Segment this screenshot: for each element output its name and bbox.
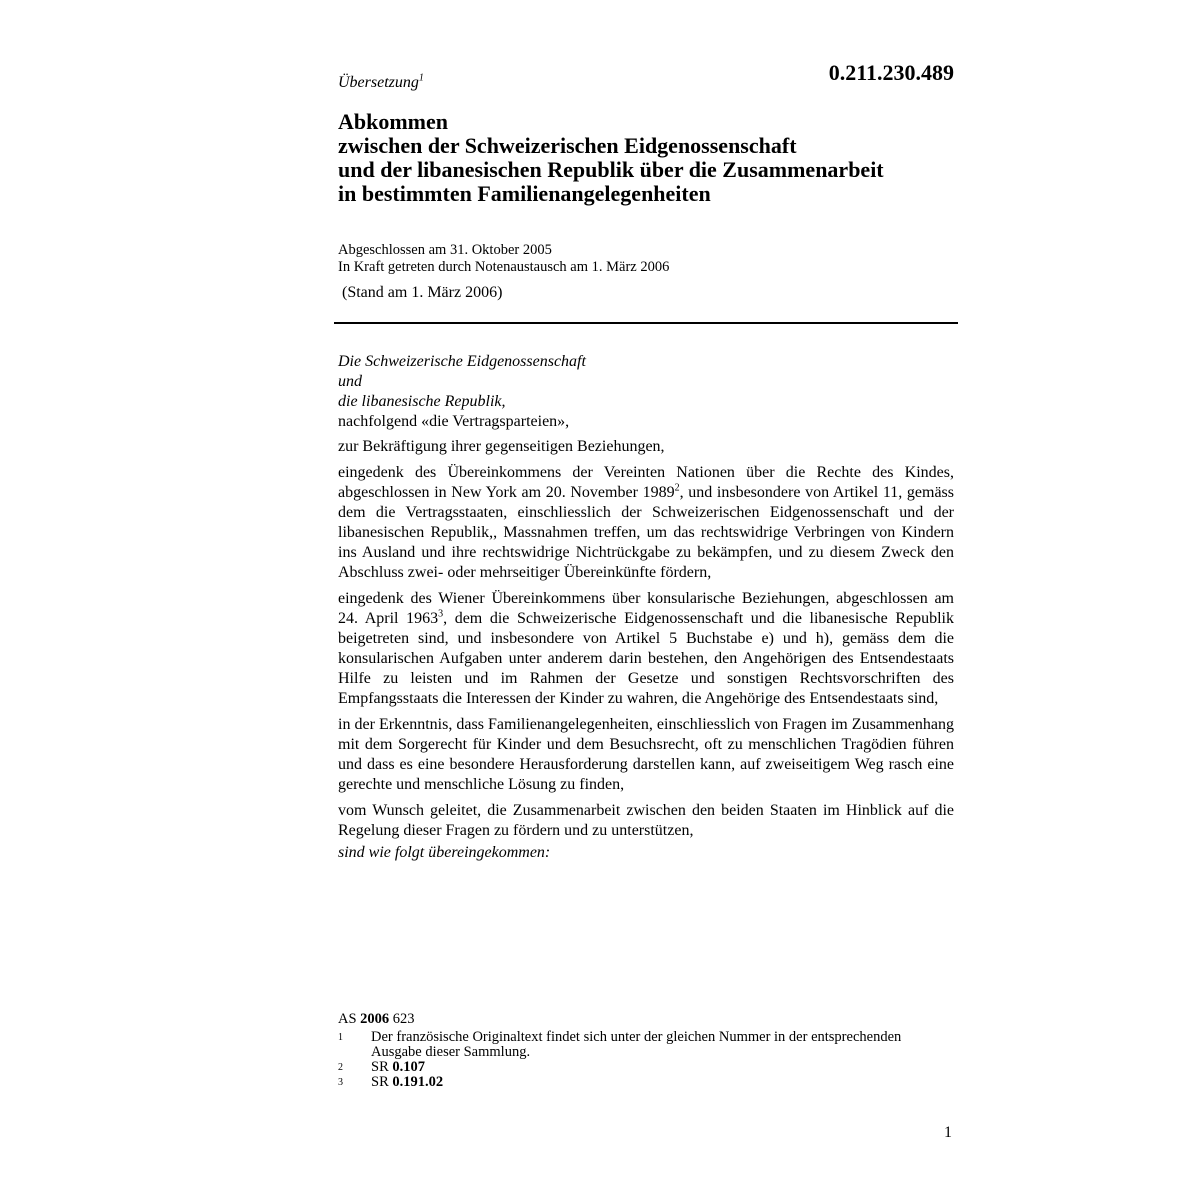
preamble (338, 352, 954, 863)
official-compilation-reference: AS 2006 623 (338, 1011, 415, 1027)
page-number: 1 (944, 1124, 952, 1141)
translation-label-text: Übersetzung (338, 74, 419, 91)
sr-link[interactable]: 0.107 (392, 1059, 425, 1075)
footnote: 2 SR 0.107 (338, 1059, 425, 1075)
parties-hereinafter: nachfolgend «die Vertragsparteien», (338, 413, 570, 430)
footnote-number: 1 (338, 1032, 343, 1043)
status-date: (Stand am 1. März 2006) (342, 284, 503, 301)
party-2: die libanesische Republik, (338, 393, 506, 410)
preamble-closing: sind wie folgt übereingekommen: (338, 844, 551, 861)
party-conjunction: und (338, 373, 362, 390)
preamble-paragraph: zur Bekräftigung ihrer gegenseitigen Beziehungen, (338, 438, 665, 455)
document-title (338, 110, 978, 206)
preamble-paragraph: eingedenk des Übereinkommens der Vereinten Nationen über die Rechte des Kindes, abgeschlossen in New York am 20. November 1989$^2$, und insbesondere von Artikel 11, gemäss dem die Vertragsstaaten, einschliesslich der Schweizerischen Eidgenossenschaft und der libanesischen Republik,, Massnahmen treffen, um das rechtswidrige Verbringen von Kindern ins Ausland und ihre rechtswidrige Nichtrückgabe zu bekämpfen, und zu diesem Zweck den Abschluss zwei- oder mehrseitiger Übereinkünfte fördern, (338, 464, 955, 581)
footnote-text: Der französische Originaltext findet sich unter der gleichen Nummer in der entsprechenden Ausgabe dieser Sammlung. (371, 1029, 902, 1060)
footnotes (338, 1012, 948, 1090)
preamble-paragraph: eingedenk des Wiener Übereinkommens über konsularische Beziehungen, abgeschlossen am 24. April 1963$^3$, dem die Schweizerische Eidgenossenschaft und die libanesische Republik beigetreten sind, und insbesondere von Artikel 5 Buchstabe e) und h), gemäss dem die konsularischen Aufgaben unter anderem darin bestehen, den Angehörigen des Entsendestaats Hilfe zu leisten und im Rahmen der Gesetze und sonstigen Rechtsvorschriften des Empfangsstaats die Interessen der Kinder zu wahren, die Angehörige des Entsendestaats sind, (338, 590, 954, 707)
party-1: Die Schweizerische Eidgenossenschaft (338, 353, 586, 370)
preamble-paragraph: vom Wunsch geleitet, die Zusammenarbeit zwischen den beiden Staaten im Hinblick auf die Regelung dieser Fragen zu fördern und zu unterstützen, (338, 802, 954, 839)
title-line: zwischen der Schweizerischen Eidgenossenschaft (338, 133, 797, 158)
sr-link[interactable]: 0.191.02 (392, 1074, 444, 1090)
footnote-ref-2[interactable]: 2 (674, 482, 680, 494)
document-meta (338, 242, 669, 276)
footnote-number: 3 (338, 1077, 343, 1088)
footnote (338, 1030, 948, 1060)
footnote: 3 SR 0.191.02 (338, 1074, 444, 1090)
header-divider (334, 322, 958, 324)
preamble-paragraph: in der Erkenntnis, dass Familienangelegenheiten, einschliesslich von Fragen im Zusammenhang mit dem Sorgerecht für Kinder und dem Besuchsrecht, oft zu menschlichen Tragödien führen und dass es eine besondere Herausforderung darstellen kann, auf zweiseitigem Weg rasch eine gerechte und menschliche Lösung zu finden, (338, 716, 954, 793)
title-line: und der libanesischen Republik über die Zusammenarbeit (338, 157, 884, 182)
translation-label (338, 74, 424, 92)
concluded-date: Abgeschlossen am 31. Oktober 2005 (338, 242, 552, 258)
footnote-ref-1[interactable]: 1 (418, 72, 424, 84)
in-force-date: In Kraft getreten durch Notenaustausch am 1. März 2006 (338, 259, 670, 275)
title-line: Abkommen (338, 109, 449, 134)
footnote-ref-3[interactable]: 3 (438, 608, 444, 620)
title-line: in bestimmten Familienangelegenheiten (338, 181, 711, 206)
footnote-number: 2 (338, 1062, 343, 1073)
sr-number: 0.211.230.489 (828, 60, 954, 85)
